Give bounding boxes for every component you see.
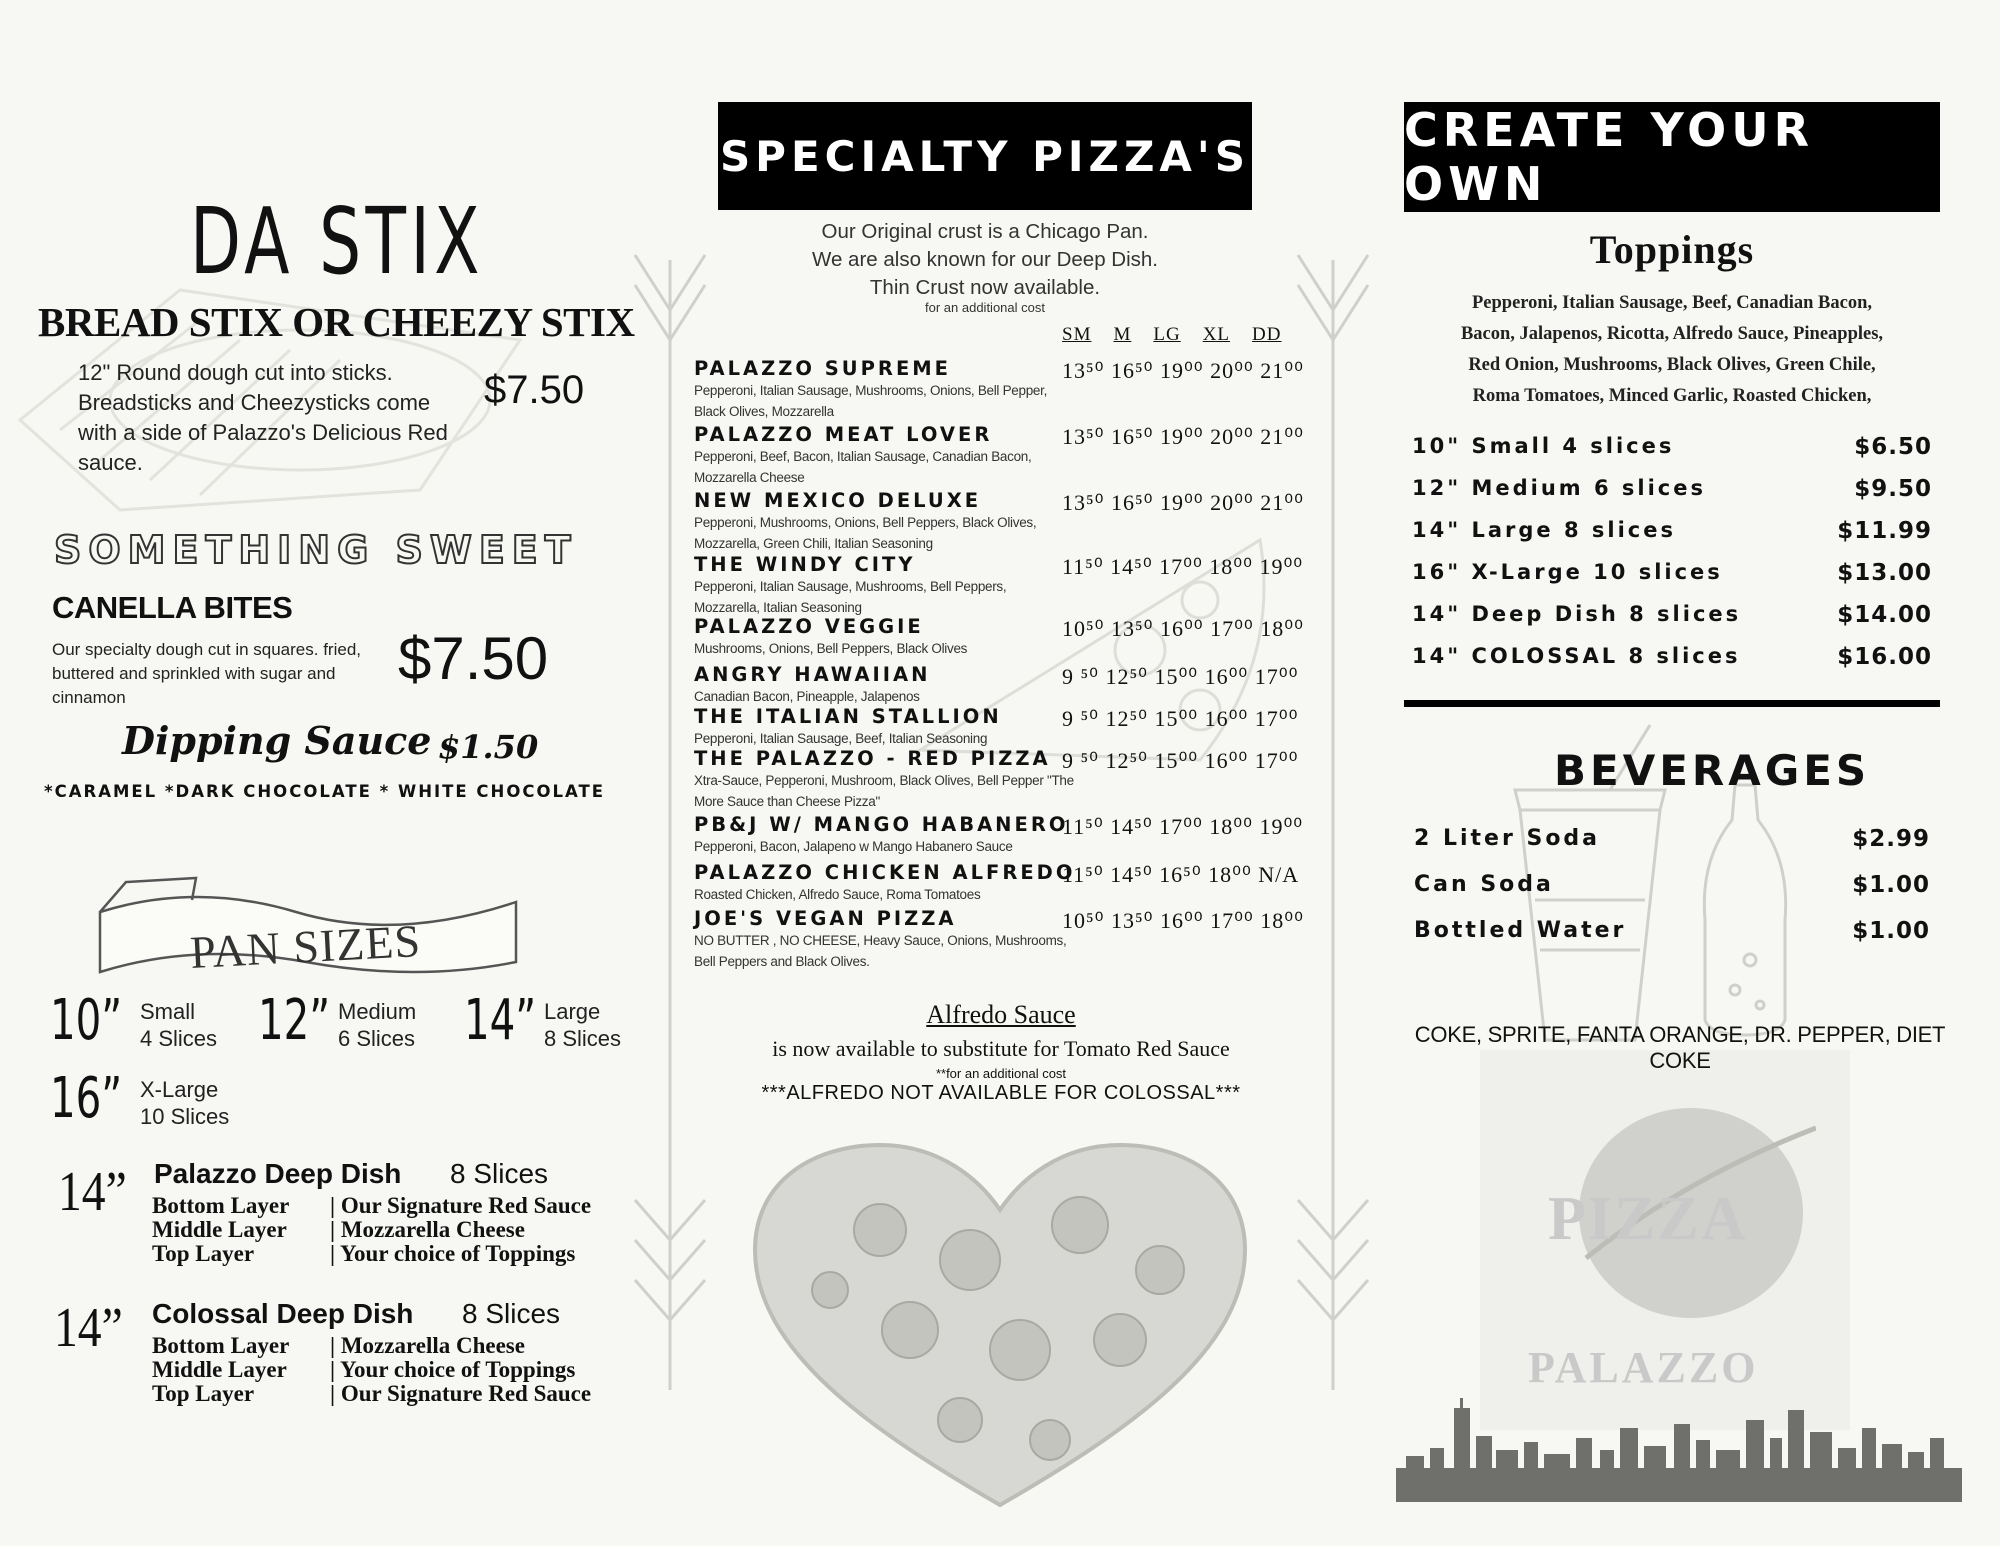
pan-slices: 10 Slices: [140, 1104, 230, 1129]
pan-size-10: 10”: [50, 988, 123, 1053]
alfredo-sauce-cost-note: **for an additional cost: [935, 1066, 1067, 1081]
palazzo-deep-dish-title: Palazzo Deep Dish: [154, 1158, 402, 1189]
size-price: $14.00: [1837, 602, 1932, 628]
size-label: 16" X-Large 10 slices: [1412, 560, 1723, 584]
pan-label-small: [140, 998, 217, 1052]
layer-label: Bottom Layer: [152, 1333, 290, 1358]
size-price-row: [1412, 476, 1932, 500]
pan-label-xlarge: [140, 1076, 229, 1130]
pizza-description: Xtra-Sauce, Pepperoni, Mushroom, Black Olives, Bell Pepper "The More Sauce than Cheese Pizza": [694, 773, 1074, 809]
pizza-prices: 9 ⁵⁰ 12⁵⁰ 15⁰⁰ 16⁰⁰ 17⁰⁰: [1062, 706, 1299, 731]
layer-value: | Mozzarella Cheese: [330, 1217, 525, 1242]
pizza-item: [694, 663, 1299, 707]
pizza-name: PB&J W/ MANGO HABANERO: [694, 813, 1069, 836]
pizza-item: [694, 615, 1304, 659]
size-price-row: [1412, 560, 1932, 584]
canella-bites-price: $7.50: [398, 625, 549, 692]
size-price: $6.50: [1854, 434, 1932, 460]
bread-stix-description: 12" Round dough cut into sticks. Breadsticks and Cheezysticks come with a side of Palazzo's Delicious Red sauce.: [78, 360, 448, 475]
size-price: $9.50: [1854, 476, 1932, 502]
right-arrow-decoration: [1293, 240, 1373, 1410]
pizza-prices: 10⁵⁰ 13⁵⁰ 16⁰⁰ 17⁰⁰ 18⁰⁰: [1062, 908, 1304, 933]
palazzo-deep-dish-slices: 8 Slices: [450, 1158, 549, 1189]
toppings-list: [1412, 288, 1932, 412]
pizza-description: Pepperoni, Italian Sausage, Beef, Italian Seasoning: [694, 731, 988, 746]
logo-pizza-text: PIZZA: [1548, 1185, 1748, 1253]
pizza-description: Mushrooms, Onions, Bell Peppers, Black Olives: [694, 641, 968, 656]
layer-label: Top Layer: [152, 1241, 255, 1266]
toppings-line: Roma Tomatoes, Minced Garlic, Roasted Chicken,: [1472, 386, 1872, 406]
colossal-dish-size: 14”: [54, 1297, 123, 1359]
layer-value: | Our Signature Red Sauce: [330, 1381, 592, 1406]
heart-pizza-image: [750, 1140, 1250, 1510]
something-sweet-title: SOMETHING SWEET: [54, 528, 578, 572]
beverage-price: $2.99: [1852, 826, 1930, 852]
pizza-prices: 13⁵⁰ 16⁵⁰ 19⁰⁰ 20⁰⁰ 21⁰⁰: [1062, 490, 1304, 515]
pizza-prices: 11⁵⁰ 14⁵⁰ 16⁵⁰ 18⁰⁰ N/A: [1062, 862, 1300, 887]
pan-slices: 8 Slices: [544, 1026, 622, 1051]
size-header-lg: LG: [1153, 324, 1181, 345]
pizza-item: [694, 705, 1299, 749]
toppings-line: Bacon, Jalapenos, Ricotta, Alfredo Sauce, Pineapples,: [1460, 324, 1884, 344]
colossal-deep-dish-slices: 8 Slices: [462, 1298, 561, 1329]
beverage-row: [1414, 872, 1930, 897]
dipping-sauce-label: Dipping Sauce: [122, 718, 432, 763]
pizza-name: PALAZZO MEAT LOVER: [694, 423, 993, 446]
pan-slices: 6 Slices: [338, 1026, 416, 1051]
size-label: 14" Large 8 slices: [1412, 518, 1676, 542]
pizza-prices: 11⁵⁰ 14⁵⁰ 17⁰⁰ 18⁰⁰ 19⁰⁰: [1062, 814, 1304, 839]
pizza-name: THE WINDY CITY: [694, 553, 916, 576]
soda-bottle-sketch: [1690, 780, 1800, 1040]
crust-line: Thin Crust now available.: [869, 276, 1101, 299]
logo-palazzo-text: PALAZZO: [1528, 1343, 1759, 1392]
beverage-label: 2 Liter Soda: [1414, 826, 1601, 851]
layer-value: | Your choice of Toppings: [330, 1241, 576, 1266]
pan-size-16: 16”: [50, 1066, 123, 1131]
dipping-sauce-flavors: *CARAMEL *DARK CHOCOLATE * WHITE CHOCOLATE: [44, 782, 606, 801]
beverage-row: [1414, 826, 1930, 851]
beverage-row: [1414, 918, 1930, 943]
canella-bites-description: Our specialty dough cut in squares. fried, buttered and sprinkled with sugar and cinnamon: [52, 640, 361, 707]
size-label: 10" Small 4 slices: [1412, 434, 1675, 458]
size-price: $11.99: [1837, 518, 1932, 544]
beverage-price: $1.00: [1852, 918, 1930, 944]
size-price: $13.00: [1837, 560, 1932, 586]
pizza-description: NO BUTTER , NO CHEESE, Heavy Sauce, Onions, Mushrooms, Bell Peppers and Black Olives.: [694, 933, 1067, 969]
pizza-name: JOE'S VEGAN PIZZA: [694, 907, 957, 930]
pizza-name: THE PALAZZO - RED PIZZA: [694, 747, 1051, 770]
pan-size-14: 14”: [464, 988, 537, 1053]
crust-line: We are also known for our Deep Dish.: [811, 248, 1158, 271]
toppings-line: Red Onion, Mushrooms, Black Olives, Green Chile,: [1468, 355, 1876, 375]
pizza-prices: 13⁵⁰ 16⁵⁰ 19⁰⁰ 20⁰⁰ 21⁰⁰: [1062, 358, 1304, 383]
size-label: 14" COLOSSAL 8 slices: [1412, 644, 1741, 668]
beverage-label: Can Soda: [1414, 872, 1554, 897]
pan-label-medium: [338, 998, 416, 1052]
layer-label: Top Layer: [152, 1381, 255, 1406]
size-price-row: [1412, 644, 1932, 668]
pizza-item: [694, 423, 1304, 488]
alfredo-colossal-note: ***ALFREDO NOT AVAILABLE FOR COLOSSAL***: [761, 1082, 1241, 1104]
pan-name: X-Large: [140, 1077, 219, 1102]
pizza-description: Pepperoni, Italian Sausage, Mushrooms, Bell Peppers, Mozzarella, Italian Seasoning: [694, 579, 1007, 615]
size-header-dd: DD: [1252, 324, 1282, 345]
crust-note: for an additional cost: [925, 300, 1045, 315]
canella-bites-title: CANELLA BITES: [52, 590, 293, 625]
pizza-prices: 11⁵⁰ 14⁵⁰ 17⁰⁰ 18⁰⁰ 19⁰⁰: [1062, 554, 1304, 579]
toppings-title: Toppings: [1589, 227, 1755, 272]
pizza-item: [694, 813, 1304, 857]
dipping-sauce-price: $1.50: [438, 728, 539, 766]
layer-value: | Mozzarella Cheese: [330, 1333, 525, 1358]
colossal-deep-dish-layers: [152, 1334, 591, 1406]
pizza-name: PALAZZO VEGGIE: [694, 615, 924, 638]
size-label: 12" Medium 6 slices: [1412, 476, 1706, 500]
layer-value: | Our Signature Red Sauce: [330, 1193, 592, 1218]
pizza-name: THE ITALIAN STALLION: [694, 705, 1002, 728]
colossal-deep-dish-title: Colossal Deep Dish: [152, 1298, 414, 1329]
bread-stix-price: $7.50: [484, 368, 585, 412]
pizza-description: Pepperoni, Mushrooms, Onions, Bell Peppers, Black Olives, Mozzarella, Green Chili, Italian Seasoning: [694, 515, 1037, 551]
pan-slices: 4 Slices: [140, 1026, 218, 1051]
size-header-m: M: [1113, 324, 1132, 345]
pan-label-large: [544, 998, 621, 1052]
alfredo-sauce-description: is now available to substitute for Tomato Red Sauce: [772, 1036, 1230, 1061]
beverage-brands: COKE, SPRITE, FANTA ORANGE, DR. PEPPER, DIET COKE: [1414, 1022, 1946, 1073]
pan-name: Large: [544, 999, 601, 1024]
pizza-prices: 10⁵⁰ 13⁵⁰ 16⁰⁰ 17⁰⁰ 18⁰⁰: [1062, 616, 1304, 641]
pizza-name: ANGRY HAWAIIAN: [694, 663, 931, 686]
pizza-name: NEW MEXICO DELUXE: [694, 489, 982, 512]
size-label: 14" Deep Dish 8 slices: [1412, 602, 1742, 626]
beverage-price: $1.00: [1852, 872, 1930, 898]
pizza-item: [694, 907, 1304, 972]
size-price-row: [1412, 518, 1932, 542]
section-divider: [1404, 700, 1940, 707]
create-your-own-header: CREATE YOUR OWN: [1404, 102, 1940, 212]
pizza-item: [694, 747, 1299, 812]
size-price-row: [1412, 602, 1932, 626]
pizza-name: PALAZZO CHICKEN ALFREDO: [694, 861, 1076, 884]
size-header-xl: XL: [1202, 324, 1231, 345]
pizza-name: PALAZZO SUPREME: [694, 357, 951, 380]
layer-label: Middle Layer: [152, 1217, 287, 1242]
pizza-prices: 13⁵⁰ 16⁵⁰ 19⁰⁰ 20⁰⁰ 21⁰⁰: [1062, 424, 1304, 449]
pan-name: Small: [140, 999, 196, 1024]
city-skyline-image: [1396, 1398, 1962, 1502]
pizza-description: Pepperoni, Italian Sausage, Mushrooms, Onions, Bell Pepper, Black Olives, Mozzarella: [694, 383, 1048, 419]
alfredo-sauce-title: Alfredo Sauce: [926, 1000, 1076, 1029]
crust-info: [718, 218, 1252, 302]
pizza-description: Canadian Bacon, Pineapple, Jalapenos: [694, 689, 920, 704]
size-headers: [1062, 324, 1281, 346]
pan-name: Medium: [338, 999, 417, 1024]
bread-stix-title: BREAD STIX OR CHEEZY STIX: [38, 299, 635, 345]
pan-size-12: 12”: [258, 988, 331, 1053]
pizza-item: [694, 553, 1304, 618]
layer-label: Bottom Layer: [152, 1193, 290, 1218]
layer-label: Middle Layer: [152, 1357, 287, 1382]
crust-line: Our Original crust is a Chicago Pan.: [821, 220, 1149, 243]
layer-value: | Your choice of Toppings: [330, 1357, 576, 1382]
beverages-title: BEVERAGES: [1554, 746, 1871, 795]
pizza-item: [694, 357, 1304, 422]
pizza-prices: 9 ⁵⁰ 12⁵⁰ 15⁰⁰ 16⁰⁰ 17⁰⁰: [1062, 748, 1299, 773]
size-header-sm: SM: [1062, 324, 1092, 345]
pan-sizes-title: PAN SIZES: [188, 914, 423, 979]
size-price-row: [1412, 434, 1932, 458]
pizza-description: Pepperoni, Beef, Bacon, Italian Sausage, Canadian Bacon, Mozzarella Cheese: [694, 449, 1032, 485]
size-price: $16.00: [1837, 644, 1932, 670]
pizza-prices: 9 ⁵⁰ 12⁵⁰ 15⁰⁰ 16⁰⁰ 17⁰⁰: [1062, 664, 1299, 689]
palazzo-deep-dish-layers: [152, 1194, 591, 1266]
pizza-description: Pepperoni, Bacon, Jalapeno w Mango Habanero Sauce: [694, 839, 1013, 854]
toppings-line: Pepperoni, Italian Sausage, Beef, Canadian Bacon,: [1471, 293, 1873, 313]
pizza-item: [694, 861, 1300, 905]
pizza-description: Roasted Chicken, Alfredo Sauce, Roma Tomatoes: [694, 887, 981, 902]
pizza-item: [694, 489, 1304, 554]
specialty-pizzas-header: SPECIALTY PIZZA'S: [718, 102, 1252, 210]
deep-dish-size: 14”: [58, 1161, 127, 1223]
beverage-label: Bottled Water: [1414, 918, 1627, 943]
da-stix-title: DA STIX: [190, 188, 484, 295]
